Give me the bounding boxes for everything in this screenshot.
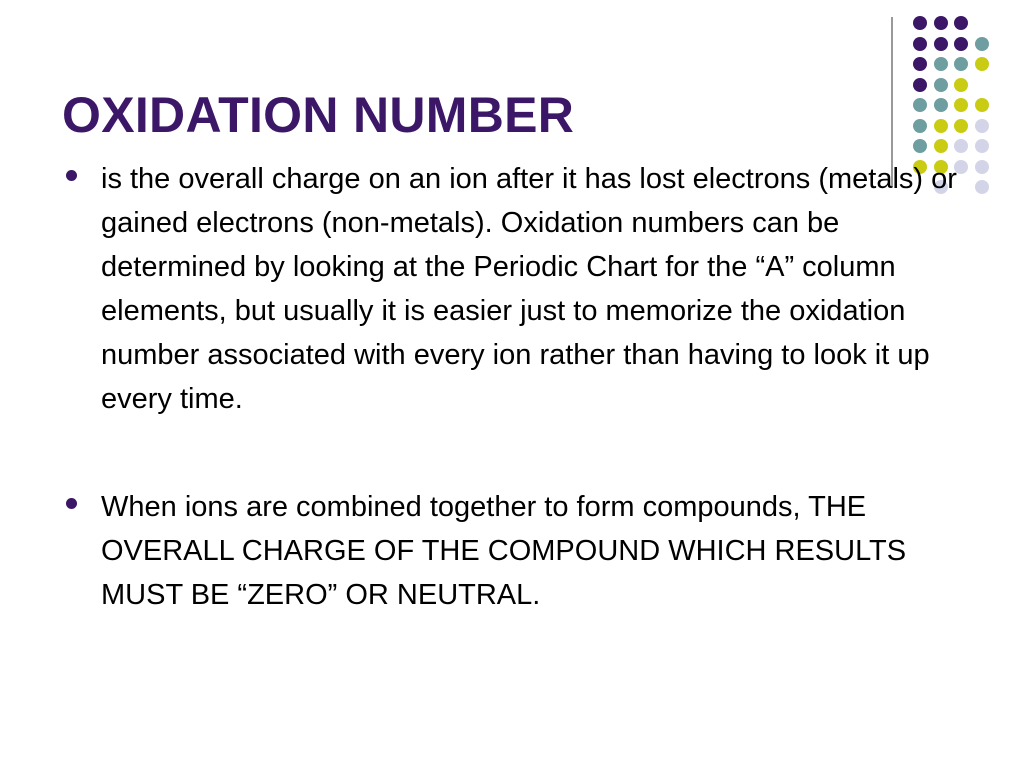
decorative-dot xyxy=(954,16,968,30)
decorative-dot xyxy=(913,57,927,71)
decorative-dot xyxy=(954,119,968,133)
bullet-dot-icon xyxy=(66,498,77,509)
decorative-dot xyxy=(975,119,989,133)
decorative-dot xyxy=(954,57,968,71)
decorative-dot xyxy=(954,98,968,112)
bullet-text: is the overall charge on an ion after it has lost electrons (metals) or gained electrons (non-metals). Oxidation numbers can be determined by looking at the Periodic Chart for the “A” column elements, but usually it is easier just to memorize the oxidation number associated with every ion rather than having to look it up every time. xyxy=(101,163,957,415)
decorative-dot xyxy=(975,139,989,153)
decorative-dot xyxy=(913,16,927,30)
decorative-dot xyxy=(975,98,989,112)
decorative-dot xyxy=(975,180,989,194)
decorative-dot xyxy=(954,78,968,92)
decorative-dot xyxy=(913,139,927,153)
decorative-dot xyxy=(913,98,927,112)
decorative-dot xyxy=(975,57,989,71)
bullet-list xyxy=(62,157,972,617)
bullet-text: When ions are combined together to form compounds, THE OVERALL CHARGE OF THE COMPOUND WHICH RESULTS MUST BE “ZERO” OR NEUTRAL. xyxy=(101,491,907,611)
decorative-dot xyxy=(934,98,948,112)
decorative-dot xyxy=(934,57,948,71)
decorative-dot xyxy=(975,37,989,51)
decorative-dot xyxy=(934,37,948,51)
decorative-dot xyxy=(934,139,948,153)
decorative-dot xyxy=(934,16,948,30)
bullet-item xyxy=(62,485,972,617)
decorative-dot xyxy=(913,119,927,133)
decorative-dot xyxy=(954,139,968,153)
bullet-dot-icon xyxy=(66,170,77,181)
bullet-item xyxy=(62,157,972,421)
decorative-dot xyxy=(954,37,968,51)
slide-title: OXIDATION NUMBER xyxy=(62,87,575,143)
decorative-dot xyxy=(934,119,948,133)
decorative-dot xyxy=(913,78,927,92)
decorative-dot xyxy=(975,160,989,174)
decorative-dot xyxy=(913,37,927,51)
decorative-dot xyxy=(934,78,948,92)
